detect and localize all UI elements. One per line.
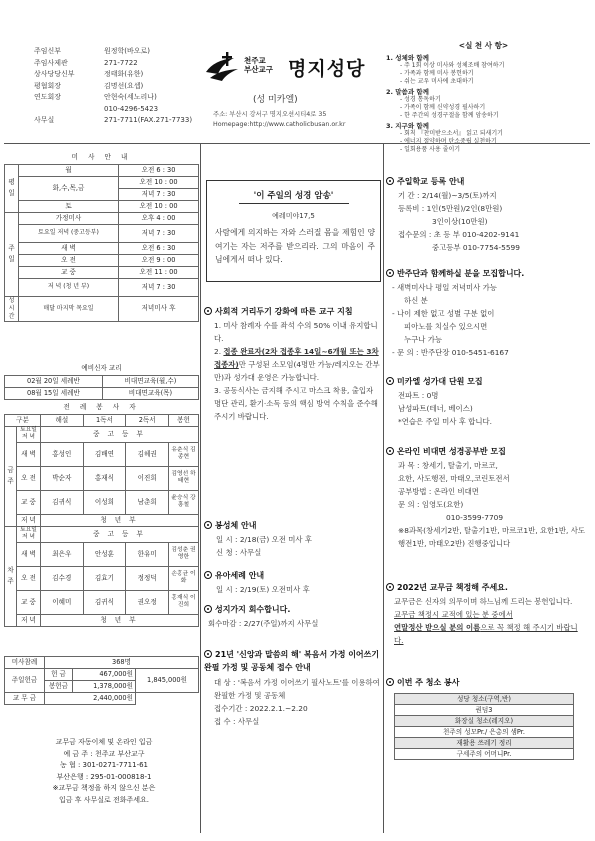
notice-title: 온라인 비대면 성경공부반 모집 [397,447,506,456]
table-row [5,693,199,705]
notice-title: 미카엘 성가대 단원 모집 [397,377,483,386]
staff-row [34,81,204,93]
server-slot: 저 녁 [17,514,41,526]
logo-line1: 천주교 [244,56,266,65]
server-name: 안성훈 [83,542,126,566]
server-name: 손홍균 이 화 [169,566,199,590]
notice-title: 반주단과 함께하실 분을 모집합니다. [397,269,525,278]
offering-amount: 467,000원 [73,669,136,681]
server-name: 김영선 하태현 [169,466,199,490]
server-name: 김성춘 권영한 [169,542,199,566]
notice-line: 과 목 : 창세기, 탈출기, 마르코, [398,461,498,470]
mass-time: 저녁 7 : 30 [119,224,199,242]
attend-value: 368명 [45,657,199,669]
notice-title: 주일학교 등록 안내 [397,177,465,186]
cleaning-table [394,693,574,760]
address: 주소: 부산시 강서구 명지오션시티4로 35 [213,111,327,118]
notice-accompanist [386,268,586,359]
server-name: 김귀식 [83,590,126,614]
mass-time: 오전 6 : 30 [119,242,199,254]
server-name: 박순자 [41,466,84,490]
server-name: 김효기 [83,566,126,590]
week-label: 차주 [5,526,17,626]
server-slot: 오 전 [17,566,41,590]
notice-sacrament [204,520,382,559]
practice-item: - 가족과 함께 미사 봉헌하기 [400,70,474,77]
mass-day: 토요일 저녁 (중고등부) [19,224,119,242]
mass-day: 오 전 [19,254,119,266]
table-row [5,414,199,426]
bank-line: ※교무금 책정을 하지 않으신 분은 [52,784,156,792]
notice-title: 사회적 거리두기 강화에 따른 교구 지침 [215,307,353,316]
mass-time: 저녁 7 : 30 [119,278,199,296]
server-name: 홍재식 [83,466,126,490]
cleaning-cell: 천주의 성모Pr./ 은총의 샘Pr. [395,727,574,738]
item-highlight: 접종 완료자(2차 접종후 14일~6개월 또는 3차 접종자) [214,347,379,369]
server-name: 홍성인 [41,442,84,466]
table-row [5,614,199,626]
column-header: 1독서 [83,414,126,426]
notice-line: 요한, 사도행전, 마태오,코린토전서 [398,474,510,483]
table-row [5,426,199,442]
bank-line: 입금 후 사무실로 전화주세요. [58,795,150,804]
catechism-date: 08월 15일 세례반 [5,387,103,399]
notice-dues [386,582,586,647]
mass-time: 오전 10 : 00 [119,200,199,212]
staff-row [34,46,204,58]
church-dues-amount: 2,440,000원 [45,693,136,705]
bullet-icon [386,177,394,185]
staff-role [34,104,104,116]
offering-kind: 봉헌금 [45,681,73,693]
table-row [5,402,199,414]
server-slot: 오 전 [17,466,41,490]
special-time: 저녁미사 후 [119,296,199,321]
staff-name: 정태화(유한) [104,70,144,78]
bullet-icon [204,605,212,613]
bank-info [14,737,194,806]
practice-heading: 2. 말씀과 함께 [386,88,429,96]
notice-line: 으로 꼭 책정 해 주시기 바랍니다. [394,623,578,645]
cleaning-cell: 퀀덤3 [395,705,574,716]
church-emblem-icon [204,52,242,84]
notice-title: 유아세례 안내 [215,571,265,580]
notice-line: 접 수 : 사무실 [214,717,260,726]
server-name: 이혜미 [41,590,84,614]
special-day: 매달 마지막 목요일 [19,296,119,321]
notice-distancing [204,306,382,423]
notice-line: 등록비 : 1인(5만원)/2인(8만원) [398,204,503,213]
table-row [395,716,574,727]
notice-line: 공부방법 : 온라인 비대면 [398,487,479,496]
server-name: 이성희 [83,490,126,514]
staff-role: 평협회장 [34,81,62,90]
notice-highlight: 연말정산 받으실 분의 이름 [394,623,481,632]
notice-line: 교무금은 신자의 의무이며 하느님께 드리는 봉헌입니다. [394,597,573,606]
bullet-icon [204,571,212,579]
server-slot: 새 벽 [17,442,41,466]
notice-title: 2022년 교무금 책정해 주세요. [397,583,508,592]
server-merged: 중 고 등 부 [41,526,199,542]
cleaning-cell: 재활용 쓰레기 정리 [395,738,574,749]
mass-day: 토 [19,200,119,212]
staff-row [34,69,204,81]
practice-item: - 주 1회 이상 미사와 성체조배 참여하기 [400,62,505,69]
offering-total: 1,845,000원 [136,669,199,693]
cleaning-cell: 구세주의 어머니Pr. [395,749,574,760]
bank-line: 예 금 주 : 천주교 부산교구 [63,749,145,758]
server-merged: 중 고 등 부 [41,426,199,442]
practice-item: - 회칙 『찬미받으소서』 읽고 되새기기 [400,130,503,137]
header-divider [4,143,590,144]
mass-day: 저 녁 (청 년 부) [19,278,119,296]
practice-item: - 가족이 함께 신약성경 필사하기 [400,104,486,111]
staff-role: 상사당당신부 [34,70,75,78]
mass-day: 교 중 [19,266,119,278]
server-name: 홍재식 이진희 [169,590,199,614]
mass-time: 오전 11 : 00 [119,266,199,278]
column-divider-right [383,143,384,833]
table-row [395,705,574,716]
server-name: 윤승식 강흥철 [169,490,199,514]
table-row [5,466,199,490]
mass-time: 오전 9 : 00 [119,254,199,266]
server-name: 김귀식 [41,490,84,514]
staff-row [34,58,204,70]
special-label: 성시간 [5,296,19,321]
bank-line: 부산은행 : 295-01-000818-1 [56,772,152,781]
notice-infant [204,570,382,596]
church-name: 명지성당 [288,58,366,80]
table-row [5,242,199,254]
section-title: 전 례 봉 사 자 [63,403,140,412]
notice-line: 010-3599-7709 [446,513,504,522]
notice-line: 교무금 책정시 교적에 있는 분 중에서 [394,610,513,619]
attend-label: 미사참례 [5,657,45,669]
church-dues-label: 교 무 금 [5,693,45,705]
mass-day: 새 벽 [19,242,119,254]
table-row [395,749,574,760]
practice-heading: 3. 지구와 함께 [386,122,429,130]
notice-item [214,345,382,384]
server-name: 유춘식 김종현 [169,442,199,466]
notice-item: 1. 미사 참례자 수를 좌석 수의 50% 이내 유지합니다. [214,321,378,343]
table-row [5,669,199,681]
notice-item: 3. 공동식사는 금지해 주시고 마스크 착용, 출입자 명단 관리, 환기·소독 등의 핵심 방역 수칙을 준수해 주시기 바랍니다. [214,386,378,421]
bullet-icon [386,678,394,686]
staff-name: 271-7711(FAX.271-7733) [104,116,193,124]
notice-line: 중고등부 010-7754-5599 [432,243,520,252]
offering-amount: 1,378,000원 [73,681,136,693]
mass-time: 오후 4 : 00 [119,212,199,224]
table-row [5,590,199,614]
staff-name: 010-4296-5423 [104,104,159,113]
notice-line: *연습은 주일 미사 후 합니다. [398,417,492,426]
server-slot: 교 중 [17,590,41,614]
table-row [5,375,199,387]
table-row [5,266,199,278]
notice-line: 전파트 : 0명 [398,391,439,400]
offering-label: 주일헌금 [5,669,45,693]
notice-line: ※8과목(창세기2반, 탈출기1반, 마르코1반, 요한1반, 사도행전1반, 마태오2반) 진행중입니다 [398,526,586,548]
server-name: 김배연 [83,442,126,466]
mass-day: 화,수,목,금 [19,176,119,200]
weekday-label: 평일 [5,164,19,212]
staff-name: 김명선(요셉) [104,81,144,90]
notice-line: 대 상 : '복음서 가정 이어쓰기 필사노트'를 이용하여 완필한 가정 및 공동체 [214,678,380,700]
server-name: 김헤권 [126,442,169,466]
practice-item: - 성경 통독하기 [400,96,441,103]
catechism-date: 02월 20일 세례반 [5,375,103,387]
table-row [5,526,199,542]
table-row [395,727,574,738]
practice-heading: 1. 성체와 함께 [386,54,429,62]
server-slot: 새 벽 [17,542,41,566]
item-rest: 만 구성된 소모임(4명만 가능/레지오는 간부만)과 성가대 운영은 가능합니다. [214,360,380,382]
mass-day: 가정미사 [19,212,119,224]
notice-cleaning [386,677,586,760]
table-row [5,278,199,296]
finance-table [4,656,199,705]
notice-line: 일 시 : 2/19(토) 오전미사 후 [216,585,310,594]
practice-item: - 쉬는 교우 미사에 초대하기 [400,78,474,85]
servers-table [4,402,199,627]
notice-line: 남성파트(테너, 베이스) [398,404,473,413]
staff-role: 연도회장 [34,93,62,101]
notice-title: 21년 '신앙과 말씀의 해' 복음서 가정 이어쓰기 완필 가정 및 공동체 접수 안내 [204,650,380,672]
verse-reference: 예레미야17,5 [272,212,315,220]
practice-item: - 일회용품 사용 줄이기 [400,146,461,153]
column-header: 2독서 [126,414,169,426]
server-name: 한유미 [126,542,169,566]
homepage-link[interactable]: Homepage:http://www.catholicbusan.or.kr [213,120,346,128]
notice-line: 접수기간 : 2022.2.1.~2.20 [214,704,308,713]
cleaning-cell: 화장실 청소(레지오) [395,716,574,727]
catechism-desc: 비대면교육(목) [102,387,198,399]
staff-directory [34,46,204,127]
staff-row [34,92,204,104]
practice-list [386,40,581,154]
table-row [5,542,199,566]
table-row [5,566,199,590]
blank-cell [136,693,199,705]
section-title: 미 사 안 내 [5,152,199,164]
notice-line: 회수마감 : 2/27(주일)까지 사무실 [208,619,319,628]
bullet-icon [386,447,394,455]
table-row [5,387,199,399]
table-row [395,694,574,705]
practice-title: <실 천 사 항> [458,41,509,50]
mass-day: 월 [19,164,119,176]
server-merged: 청 년 부 [41,514,199,526]
bullet-icon [204,650,212,658]
notice-line: 문 의 : 임영도(요한) [398,500,464,509]
section-title: 예비신자 교리 [81,364,122,373]
church-logo [204,50,384,90]
verse-box [206,180,381,282]
item-number: 2. [214,347,224,356]
staff-role: 주임사제관 [34,58,68,67]
column-header: 구분 [5,414,41,426]
staff-role: 사무실 [34,116,55,124]
week-label: 금주 [5,426,17,526]
address-block [213,110,393,129]
server-slot: 토요일 저 녁 [17,526,41,542]
server-slot: 저 녁 [17,614,41,626]
bank-line: 농 협 : 301-0271-7711-61 [59,761,149,769]
server-merged: 청 년 부 [41,614,199,626]
notice-online-bible [386,446,586,550]
server-name: 남춘희 [126,490,169,514]
table-row [5,490,199,514]
staff-name: 안현숙(세노리나) [104,93,157,101]
table-row [5,164,199,176]
column-header: 봉헌 [169,414,199,426]
mass-time: 오전 10 : 00 [119,176,199,188]
practice-item: - 에너지 절약하며 탄소중립 실천하기 [400,138,497,145]
bullet-icon [204,521,212,529]
patron-saint: (성 미카엘) [253,95,298,105]
server-slot: 교 중 [17,490,41,514]
server-name: 이진희 [126,466,169,490]
mass-time: 오전 6 : 30 [119,164,199,176]
notice-line: - 나이 제한 없고 성별 구분 없이 [392,309,495,318]
notice-title: 이번 주 청소 봉사 [397,678,460,687]
cleaning-cell: 성당 청소(구역,반) [395,694,574,705]
bullet-icon [386,377,394,385]
mass-schedule [4,152,199,322]
staff-role: 주임신부 [34,47,62,55]
notice-calendar [204,604,382,630]
notice-bible [204,648,382,728]
table-row [5,200,199,212]
notice-line: - 새벽미사나 평일 저녁미사 가능 [392,283,497,292]
table-row [5,152,199,164]
column-divider-left [200,143,201,833]
notice-line: 피아노를 치실수 있으시면 [404,322,488,331]
logo-line2: 부산교구 [244,65,273,74]
server-name: 최은우 [41,542,84,566]
verse-title: '이 주일의 성경 암송' [207,189,380,204]
mass-time: 저녁 7 : 30 [119,188,199,200]
table-row [5,254,199,266]
catechism-desc: 비대면교육(월,수) [102,375,198,387]
bullet-icon [204,307,212,315]
notice-line: 하신 분 [404,296,428,305]
notice-title: 성지가지 회수합니다. [215,605,291,614]
staff-row [34,104,204,116]
table-row [5,363,199,375]
notice-line: 일 시 : 2/18(금) 오전 미사 후 [216,535,313,544]
table-row [5,212,199,224]
staff-name: 원정학(바오로) [104,47,151,55]
bank-line: 교무금 자동이체 및 온라인 입금 [55,738,153,746]
notice-line: 3인이상(10만원) [432,217,488,226]
table-row [5,176,199,188]
column-header: 해설 [41,414,84,426]
table-row [5,296,199,321]
staff-row [34,115,204,127]
server-name: 권오정 [126,590,169,614]
notice-school [386,176,586,254]
bullet-icon [386,269,394,277]
bullet-icon [386,583,394,591]
notice-choir [386,376,586,428]
table-row [5,514,199,526]
server-name: 정정덕 [126,566,169,590]
staff-name: 271-7722 [104,58,138,67]
verse-text: 사람에게 의지하는 자와 스러질 몸을 제힘인 양 여기는 자는 저주를 받으리라. 그의 마음이 주님에게서 떠나 있다. [215,228,375,264]
table-row [395,738,574,749]
notice-line: 기 간 : 2/14(월)~3/5(토)까지 [398,191,497,200]
offering-kind: 헌 금 [45,669,73,681]
practice-item: - 한 주간의 성경구절을 함께 암송하기 [400,112,499,119]
table-row [5,442,199,466]
notice-title: 봉성체 안내 [215,521,257,530]
notice-line: 접수문의 : 초 등 부 010-4202-9141 [398,230,520,239]
server-slot: 토요일 저 녁 [17,426,41,442]
notice-line: 신 청 : 사무실 [216,548,262,557]
server-name: 김수경 [41,566,84,590]
notice-line: 누구나 가능 [404,335,443,344]
table-row [5,657,199,669]
catechism-table [4,363,199,400]
sunday-label: 주일 [5,212,19,296]
table-row [5,224,199,242]
notice-line: - 문 의 : 반주단장 010-5451-6167 [392,348,509,357]
